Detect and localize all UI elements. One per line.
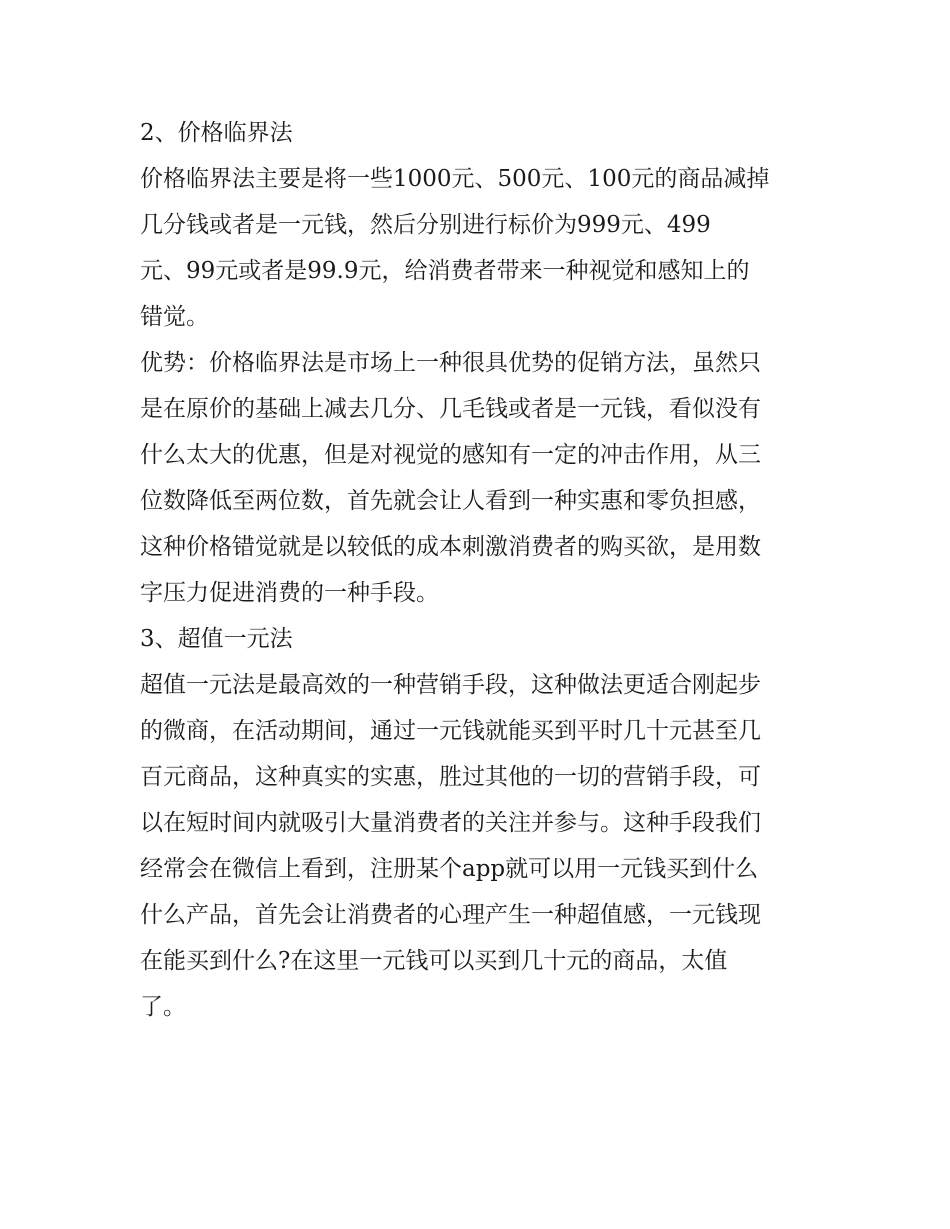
section-heading-super-value: 3、超值一元法 — [140, 626, 293, 652]
paragraph-line: 几分钱或者是一元钱，然后分别进行标价为999元、499 — [140, 212, 711, 238]
section-heading-price-threshold: 2、价格临界法 — [140, 120, 293, 146]
paragraph-line: 字压力促进消费的一种手段。 — [140, 580, 439, 606]
paragraph-line: 的微商，在活动期间，通过一元钱就能买到平时几十元甚至几 — [140, 718, 761, 744]
paragraph-line: 是在原价的基础上减去几分、几毛钱或者是一元钱，看似没有 — [140, 396, 761, 422]
paragraph-line: 在能买到什么?在这里一元钱可以买到几十元的商品，太值 — [140, 948, 728, 974]
paragraph-line: 了。 — [140, 994, 186, 1020]
paragraph-line: 什么太大的优惠，但是对视觉的感知有一定的冲击作用，从三 — [140, 442, 761, 468]
paragraph-line: 什么产品，首先会让消费者的心理产生一种超值感，一元钱现 — [140, 902, 761, 928]
paragraph-line: 元、99元或者是99.9元，给消费者带来一种视觉和感知上的 — [140, 258, 750, 284]
paragraph-line: 优势：价格临界法是市场上一种很具优势的促销方法，虽然只 — [140, 350, 761, 376]
paragraph-line: 价格临界法主要是将一些1000元、500元、100元的商品减掉 — [140, 166, 770, 192]
paragraph-line: 经常会在微信上看到，注册某个app就可以用一元钱买到什么 — [140, 856, 759, 882]
paragraph-line: 错觉。 — [140, 304, 209, 330]
paragraph-line: 位数降低至两位数，首先就会让人看到一种实惠和零负担感， — [140, 488, 761, 514]
paragraph-line: 以在短时间内就吸引大量消费者的关注并参与。这种手段我们 — [140, 810, 761, 836]
paragraph-line: 这种价格错觉就是以较低的成本刺激消费者的购买欲，是用数 — [140, 534, 761, 560]
document-body — [140, 110, 820, 1030]
paragraph-line: 超值一元法是最高效的一种营销手段，这种做法更适合刚起步 — [140, 672, 761, 698]
paragraph-line: 百元商品，这种真实的实惠，胜过其他的一切的营销手段，可 — [140, 764, 761, 790]
